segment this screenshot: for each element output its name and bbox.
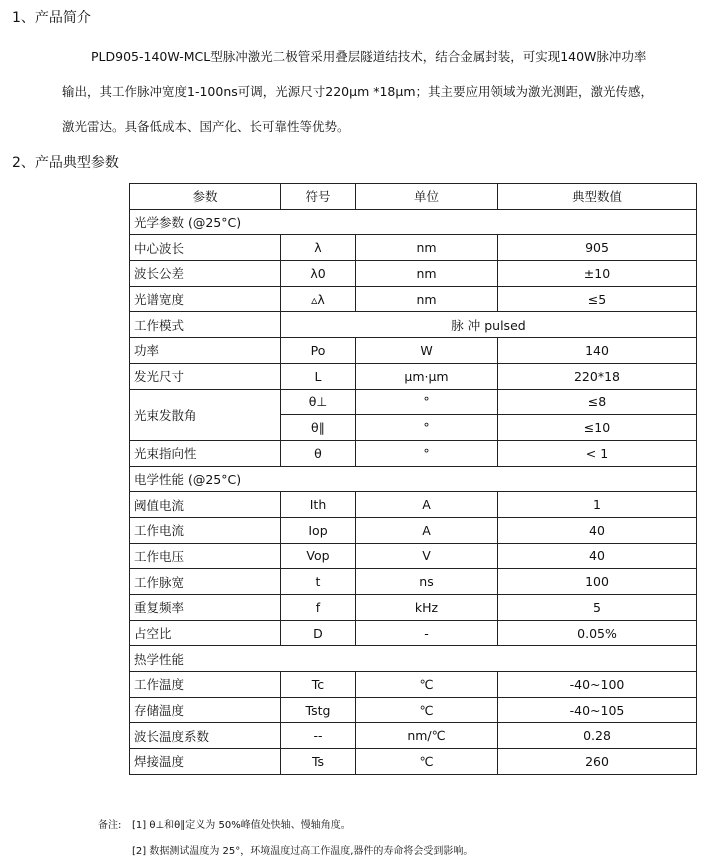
value-cell: ±10 [498, 261, 697, 287]
value-cell: ≤5 [498, 286, 697, 312]
table-row [130, 286, 697, 312]
parameter-table [129, 183, 697, 775]
value-cell: ≤10 [498, 415, 697, 441]
unit-cell: V [356, 543, 498, 569]
param-cell: 工作温度 [130, 672, 281, 698]
value-cell: 140 [498, 338, 697, 364]
table-row [130, 338, 697, 364]
table-row [130, 672, 697, 698]
value-cell: 40 [498, 517, 697, 543]
value-cell: -40~105 [498, 697, 697, 723]
unit-cell: ns [356, 569, 498, 595]
param-cell: 中心波长 [130, 235, 281, 261]
value-cell: 5 [498, 595, 697, 621]
unit-cell: ° [356, 440, 498, 466]
symbol-cell: Ts [281, 749, 356, 775]
param-cell: 波长温度系数 [130, 723, 281, 749]
group-row-optical [130, 209, 697, 235]
param-cell: 工作脉宽 [130, 569, 281, 595]
table-row [130, 235, 697, 261]
unit-cell: ℃ [356, 672, 498, 698]
group-thermal-label: 热学性能 [130, 646, 697, 672]
symbol-cell: Vop [281, 543, 356, 569]
unit-cell: - [356, 620, 498, 646]
symbol-cell: D [281, 620, 356, 646]
value-cell: 100 [498, 569, 697, 595]
value-cell: < 1 [498, 440, 697, 466]
param-cell: 工作电压 [130, 543, 281, 569]
param-cell: 焊接温度 [130, 749, 281, 775]
param-cell: 功率 [130, 338, 281, 364]
param-cell: 阈值电流 [130, 492, 281, 518]
unit-cell: ° [356, 415, 498, 441]
table-row [130, 492, 697, 518]
symbol-cell: Iop [281, 517, 356, 543]
value-cell: -40~100 [498, 672, 697, 698]
unit-cell: W [356, 338, 498, 364]
section1-title: 1、产品简介 [12, 10, 91, 26]
group-optical-label: 光学参数 (@25°C) [130, 209, 697, 235]
unit-cell: ℃ [356, 749, 498, 775]
symbol-cell: t [281, 569, 356, 595]
note-2: [2] 数据测试温度为 25°，环境温度过高工作温度,器件的寿命将会受到影响。 [132, 846, 474, 857]
symbol-cell: λ [281, 235, 356, 261]
symbol-cell: f [281, 595, 356, 621]
table-row [130, 389, 697, 415]
intro-line-3: 激光雷达。具备低成本、国产化、长可靠性等优势。 [62, 119, 350, 134]
group-row-thermal [130, 646, 697, 672]
value-cell: ≤8 [498, 389, 697, 415]
value-cell: 0.05% [498, 620, 697, 646]
unit-cell: nm [356, 286, 498, 312]
table-row [130, 569, 697, 595]
table-row [130, 749, 697, 775]
table-header-row [130, 184, 697, 210]
unit-cell: A [356, 492, 498, 518]
symbol-cell: θ⊥ [281, 389, 356, 415]
param-cell: 工作电流 [130, 517, 281, 543]
notes-label: 备注: [98, 820, 122, 831]
value-cell: 1 [498, 492, 697, 518]
unit-cell: nm [356, 235, 498, 261]
group-electrical-label: 电学性能 (@25°C) [130, 466, 697, 492]
header-parameter: 参数 [130, 184, 281, 210]
section2-title: 2、产品典型参数 [12, 155, 119, 171]
symbol-cell: Ith [281, 492, 356, 518]
value-cell: 905 [498, 235, 697, 261]
unit-cell: A [356, 517, 498, 543]
intro-line-1: PLD905-140W-MCL型脉冲激光二极管采用叠层隧道结技术，结合金属封装，可实现140W脉冲功率 [91, 49, 647, 64]
param-cell: 光束发散角 [130, 389, 281, 440]
header-unit: 单位 [356, 184, 498, 210]
table-row [130, 620, 697, 646]
table-row [130, 697, 697, 723]
symbol-cell: Tstg [281, 697, 356, 723]
value-cell: 220*18 [498, 363, 697, 389]
table-row [130, 517, 697, 543]
mode-value-cell: 脉 冲 pulsed [281, 312, 697, 338]
symbol-cell: θ∥ [281, 415, 356, 441]
symbol-cell: Tc [281, 672, 356, 698]
unit-cell: μm·μm [356, 363, 498, 389]
symbol-cell: λ0 [281, 261, 356, 287]
table-row [130, 543, 697, 569]
unit-cell: nm [356, 261, 498, 287]
header-typical-value: 典型数值 [498, 184, 697, 210]
unit-cell: nm/℃ [356, 723, 498, 749]
symbol-cell: Po [281, 338, 356, 364]
unit-cell: ° [356, 389, 498, 415]
param-cell: 存储温度 [130, 697, 281, 723]
symbol-cell: -- [281, 723, 356, 749]
param-cell: 重复频率 [130, 595, 281, 621]
intro-line-2: 输出，其工作脉冲宽度1-100ns可调，光源尺寸220μm *18μm；其主要应用领域为激光测距，激光传感， [62, 84, 654, 99]
symbol-cell: L [281, 363, 356, 389]
table-row [130, 723, 697, 749]
group-row-electrical [130, 466, 697, 492]
param-cell: 工作模式 [130, 312, 281, 338]
param-cell: 占空比 [130, 620, 281, 646]
unit-cell: kHz [356, 595, 498, 621]
value-cell: 0.28 [498, 723, 697, 749]
table-row [130, 440, 697, 466]
param-cell: 光谱宽度 [130, 286, 281, 312]
table-row [130, 261, 697, 287]
table-row [130, 363, 697, 389]
header-symbol: 符号 [281, 184, 356, 210]
value-cell: 40 [498, 543, 697, 569]
value-cell: 260 [498, 749, 697, 775]
note-1: [1] θ⊥和θ∥定义为 50%峰值处快轴、慢轴角度。 [132, 820, 351, 831]
param-cell: 发光尺寸 [130, 363, 281, 389]
symbol-cell: ▵λ [281, 286, 356, 312]
table-row [130, 312, 697, 338]
param-cell: 光束指向性 [130, 440, 281, 466]
symbol-cell: θ [281, 440, 356, 466]
unit-cell: ℃ [356, 697, 498, 723]
param-cell: 波长公差 [130, 261, 281, 287]
table-row [130, 595, 697, 621]
